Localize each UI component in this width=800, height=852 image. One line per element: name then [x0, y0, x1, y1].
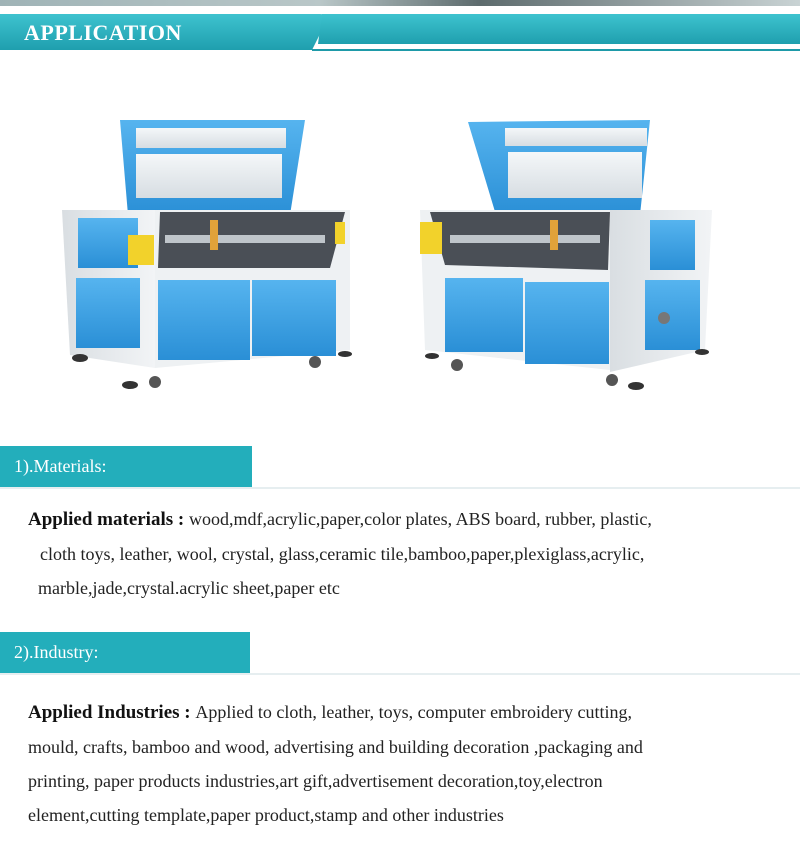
materials-section-header	[0, 446, 252, 488]
industry-line-4: element,cutting template,paper product,stamp and other industries	[28, 805, 504, 825]
application-header	[0, 10, 800, 56]
materials-line-2: cloth toys, leather, wool, crystal, glass,ceramic tile,bamboo,paper,plexiglass,acrylic,	[40, 544, 645, 564]
laser-machines-image	[0, 110, 800, 400]
section-divider	[0, 673, 800, 675]
top-decorative-strip	[0, 0, 800, 6]
laser-machine-illustrations	[0, 110, 800, 400]
materials-section-label: 1).Materials:	[14, 456, 107, 476]
industry-section-header	[0, 632, 250, 674]
industry-line-2: mould, crafts, bamboo and wood, advertising and building decoration ,packaging and	[28, 737, 643, 757]
materials-line-1	[28, 502, 798, 537]
materials-paragraph	[28, 502, 798, 605]
page-title: APPLICATION	[24, 20, 182, 45]
industry-line-1	[28, 695, 798, 730]
industry-section-label: 2).Industry:	[14, 642, 99, 662]
industry-line-3: printing, paper products industries,art gift,advertisement decoration,toy,electron	[28, 771, 603, 791]
right-laser-machine	[420, 120, 712, 390]
left-laser-machine	[62, 120, 352, 389]
materials-line-3: marble,jade,crystal.acrylic sheet,paper etc	[38, 578, 340, 598]
industry-paragraph	[28, 695, 798, 832]
section-divider	[0, 487, 800, 489]
industry-text-1: Applied to cloth, leather, toys, computer embroidery cutting,	[195, 702, 633, 722]
materials-lead: Applied materials :	[28, 509, 189, 530]
materials-text-1: wood,mdf,acrylic,paper,color plates, ABS board, rubber, plastic,	[188, 509, 652, 529]
industry-lead: Applied Industries :	[28, 702, 196, 723]
